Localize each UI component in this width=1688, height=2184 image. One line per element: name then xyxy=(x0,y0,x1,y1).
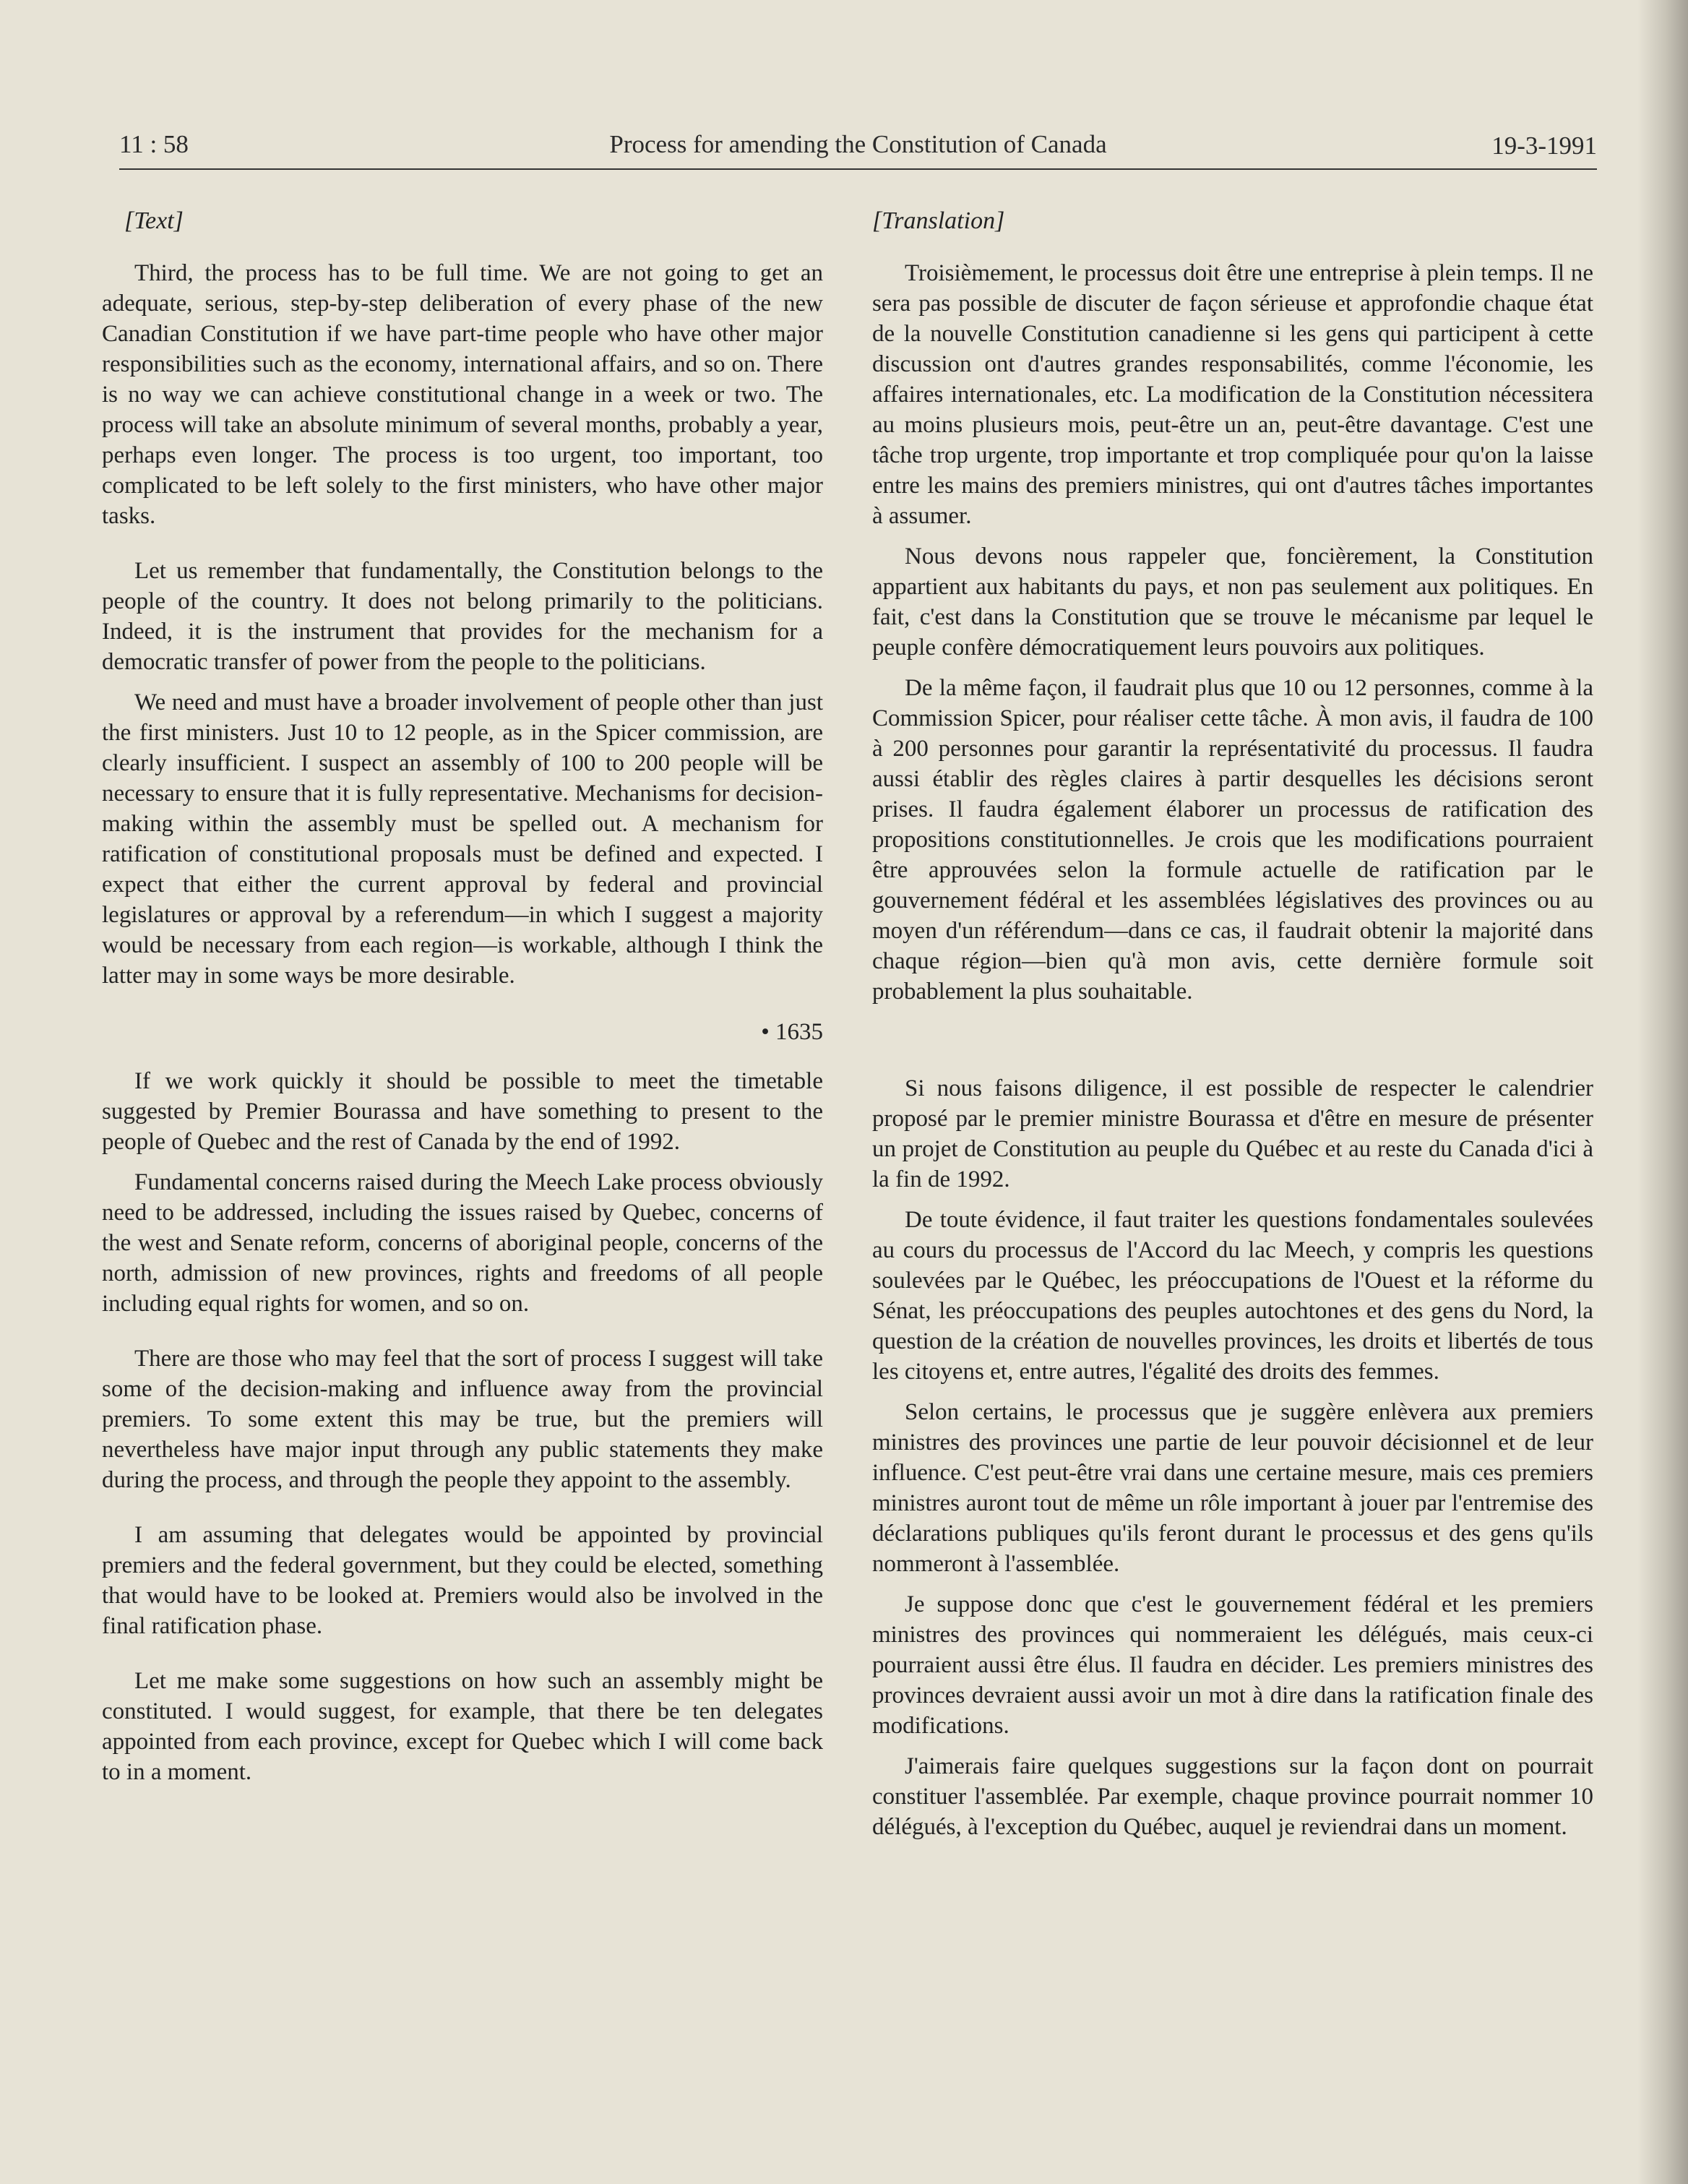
paragraph: Je suppose donc que c'est le gouvernement fédéral et les premiers ministres des provinces qui nommeraient les délégués, mais ceux-ci pourraient aussi être élus. Il faudra en décider. Les premiers ministres des provinces devraient aussi avoir un mot à dire dans la ratification finale des modifications. xyxy=(872,1591,1593,1739)
paragraph: J'aimerais faire quelques suggestions sur la façon dont on pourrait constituer l'assemblée. Par exemple, chaque province pourrait nommer 10 délégués, à l'exception du Québec, auquel je reviendrai dans un moment. xyxy=(872,1753,1593,1840)
paragraph: De toute évidence, il faut traiter les questions fondamentales soulevées au cours du processus de l'Accord du lac Meech, y compris les questions soulevées par le Québec, les préoccupations de l'Ouest et la réforme du Sénat, les préoccupations des peuples autochtones et des gens du Nord, la question de la création de nouvelles provinces, les droits et libertés de tous les citoyens et, entre autres, l'égalité des droits des femmes. xyxy=(872,1207,1593,1385)
paragraph: Third, the process has to be full time. We are not going to get an adequate, serious, step-by-step deliberation of every phase of the new Canadian Constitution if we have part-time people who have other major responsibilities such as the economy, international affairs, and so on. There is no way we can achieve constitutional change in a week or two. The process will take an absolute minimum of several months, probably a year, perhaps even longer. The process is too urgent, too important, too complicated to be left solely to the first ministers, who have other major tasks. xyxy=(102,260,823,529)
paragraph: Troisièmement, le processus doit être une entreprise à plein temps. Il ne sera pas possible de discuter de façon sérieuse et approfondie chaque état de la nouvelle Constitution canadienne si les gens qui participent à cette discussion ont d'autres grandes responsabilités, comme l'économie, les affaires internationales, etc. La modification de la Constitution nécessitera au moins plusieurs mois, peut-être un an, peut-être davantage. C'est une tâche trop urgente, trop importante et trop compliquée pour qu'on la laisse entre les mains des premiers ministres, qui ont d'autres tâches importantes à assumer. xyxy=(872,260,1593,529)
french-column xyxy=(872,206,1593,1852)
running-title: Process for amending the Constitution of Canada xyxy=(609,130,1107,158)
paragraph: I am assuming that delegates would be appointed by provincial premiers and the federal government, but they could be elected, something that would have to be looked at. Premiers would also be involved in the final ratification phase. xyxy=(102,1522,823,1639)
sitting-date: 19-3-1991 xyxy=(1491,132,1597,160)
paragraph: We need and must have a broader involvement of people other than just the first ministers. Just 10 to 12 people, as in the Spicer commission, are clearly insufficient. I suspect an assembly of 100 to 200 people will be necessary to ensure that it is fully representative. Mechanisms for decision-making within the assembly must be spelled out. A mechanism for ratification of constitutional proposals must be defined and expected. I expect that either the current approval by federal and provincial legislatures or approval by a referendum—in which I suggest a majority would be necessary from each region—is workable, although I think the latter may in some ways be more desirable. xyxy=(102,689,823,989)
page-edge-shadow xyxy=(1637,0,1688,2184)
paragraph: Nous devons nous rappeler que, foncièrement, la Constitution appartient aux habitants du pays, et non pas seulement aux politiques. En fait, c'est dans la Constitution que se trouve le mécanisme par lequel le peuple confère démocratiquement leurs pouvoirs aux politiques. xyxy=(872,543,1593,661)
page-header xyxy=(119,124,1597,168)
paragraph: Si nous faisons diligence, il est possible de respecter le calendrier proposé par le premier ministre Bourassa et d'être en mesure de présenter un projet de Constitution au peuple du Québec et au reste du Canada d'ici à la fin de 1992. xyxy=(872,1075,1593,1192)
paragraph: There are those who may feel that the sort of process I suggest will take some of the decision-making and influence away from the provincial premiers. To some extent this may be true, but the premiers will nevertheless have major input through any public statements they make during the process, and through the people they appoint to the assembly. xyxy=(102,1346,823,1493)
text-label: [Text] xyxy=(124,207,184,234)
time-marker: • 1635 xyxy=(761,1019,823,1045)
paragraph: If we work quickly it should be possible to meet the timetable suggested by Premier Bourassa and have something to present to the people of Quebec and the rest of Canada by the end of 1992. xyxy=(102,1068,823,1155)
header-rule xyxy=(119,168,1597,170)
page-folio: 11 : 58 xyxy=(119,130,189,158)
paragraph: De la même façon, il faudrait plus que 10 ou 12 personnes, comme à la Commission Spicer, pour réaliser cette tâche. À mon avis, il faudra de 100 à 200 personnes pour garantir la représentativité du processus. Il faudra aussi établir des règles claires à partir desquelles les décisions seront prises. Il faudra également élaborer un processus de ratification des propositions constitutionnelles. Je crois que les modifications pourraient être approuvées selon la formule actuelle de ratification par le gouvernement fédéral et les assemblées législatives des provinces ou au moyen d'un référendum—dans ce cas, il faudrait obtenir la majorité dans chaque région—bien qu'à mon avis, cette dernière formule soit probablement la plus souhaitable. xyxy=(872,675,1593,1005)
paragraph: Selon certains, le processus que je suggère enlèvera aux premiers ministres des provinces une partie de leur pouvoir décisionnel et de leur influence. C'est peut-être vrai dans une certaine mesure, mais ces premiers ministres auront tout de même un rôle important à jouer par l'entremise des déclarations publiques qu'ils feront durant le processus et des gens qu'ils nommeront à l'assemblée. xyxy=(872,1399,1593,1577)
translation-label: [Translation] xyxy=(872,207,1005,234)
paragraph: Fundamental concerns raised during the Meech Lake process obviously need to be addressed, including the issues raised by Quebec, concerns of the west and Senate reform, concerns of aboriginal people, concerns of the north, admission of new provinces, rights and freedoms of all people including equal rights for women, and so on. xyxy=(102,1169,823,1317)
column-spacer xyxy=(872,1017,1593,1073)
paragraph: Let me make some suggestions on how such an assembly might be constituted. I would suggest, for example, that there be ten delegates appointed from each province, except for Quebec which I will come back to in a moment. xyxy=(102,1668,823,1785)
paragraph: Let us remember that fundamentally, the Constitution belongs to the people of the country. It does not belong primarily to the politicians. Indeed, it is the instrument that provides for the mechanism for a democratic transfer of power from the people to the politicians. xyxy=(102,558,823,675)
english-column xyxy=(102,206,823,1797)
